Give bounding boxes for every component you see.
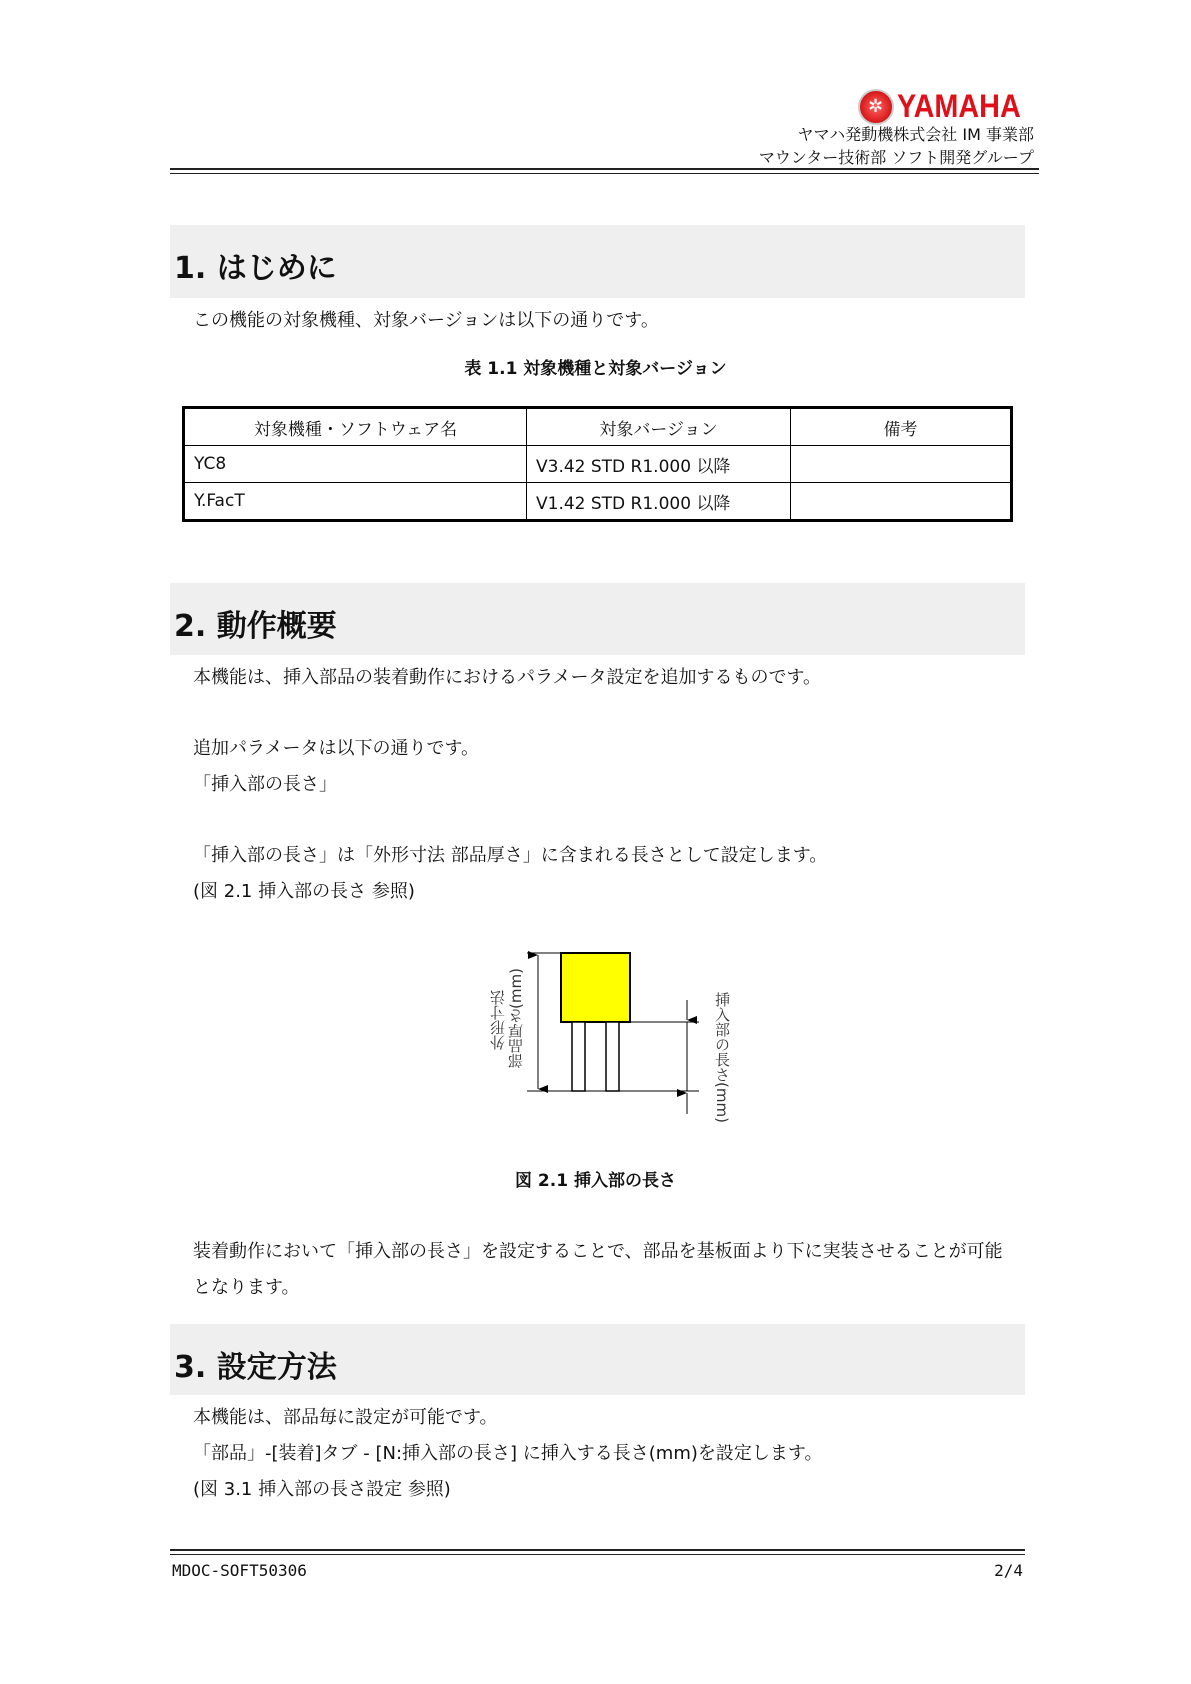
paragraph: 追加パラメータは以下の通りです。 <box>193 738 480 759</box>
heading-text: 3. 設定方法 <box>174 1350 337 1385</box>
document-id: MDOC-SOFT50306 <box>172 1561 307 1580</box>
page-number: 2/4 <box>994 1561 1023 1580</box>
component-lead <box>572 1022 585 1091</box>
figure-caption: 図 2.1 挿入部の長さ <box>515 1171 676 1191</box>
paragraph: 「部品」-[装着]タブ - [N:挿入部の長さ] に挿入する長さ(mm)を設定します。 <box>193 1443 823 1464</box>
component-lead <box>606 1022 619 1091</box>
paragraph: 装着動作において「挿入部の長さ」を設定することで、部品を基板面より下に実装させることが可能 <box>193 1241 1003 1262</box>
paragraph: 本機能は、部品毎に設定が可能です。 <box>193 1407 498 1428</box>
paragraph: 本機能は、挿入部品の装着動作におけるパラメータ設定を追加するものです。 <box>193 667 822 688</box>
component-body <box>561 953 630 1022</box>
column-header: 備考 <box>791 408 1012 446</box>
label-line: 外形寸法 <box>489 990 507 1050</box>
company-name: ヤマハ発動機株式会社 IM 事業部 <box>797 125 1034 144</box>
table-caption: 表 1.1 対象機種と対象バージョン <box>464 359 727 379</box>
heading-text: 1. はじめに <box>174 251 337 286</box>
footer-divider <box>170 1549 1025 1555</box>
table-cell: YC8 <box>184 446 527 483</box>
column-header: 対象バージョン <box>527 408 791 446</box>
paragraph: (図 3.1 挿入部の長さ設定 参照) <box>193 1479 451 1500</box>
part-thickness-label: 部品厚さ(mm) <box>507 968 525 1069</box>
table-cell: Y.FacT <box>184 483 527 521</box>
department-name: マウンター技術部 ソフト開発グループ <box>758 148 1034 167</box>
table-cell: V1.42 STD R1.000 以降 <box>527 483 791 521</box>
paragraph: となります。 <box>193 1277 300 1298</box>
table-cell: V3.42 STD R1.000 以降 <box>527 446 791 483</box>
paragraph: (図 2.1 挿入部の長さ 参照) <box>193 881 415 902</box>
heading-text: 2. 動作概要 <box>174 609 337 644</box>
paragraph: 「挿入部の長さ」は「外形寸法 部品厚さ」に含まれる長さとして設定します。 <box>193 845 828 866</box>
logo-text: YAMAHA <box>896 88 1021 124</box>
paragraph: この機能の対象機種、対象バージョンは以下の通りです。 <box>193 310 659 331</box>
column-header: 対象機種・ソフトウェア名 <box>184 408 527 446</box>
insertion-length-label: 挿入部の長さ(mm) <box>713 992 731 1123</box>
paragraph: 「挿入部の長さ」 <box>193 774 337 795</box>
section-heading-3 <box>170 1324 1025 1395</box>
tuning-fork-emblem-icon: ✲ <box>858 89 894 125</box>
